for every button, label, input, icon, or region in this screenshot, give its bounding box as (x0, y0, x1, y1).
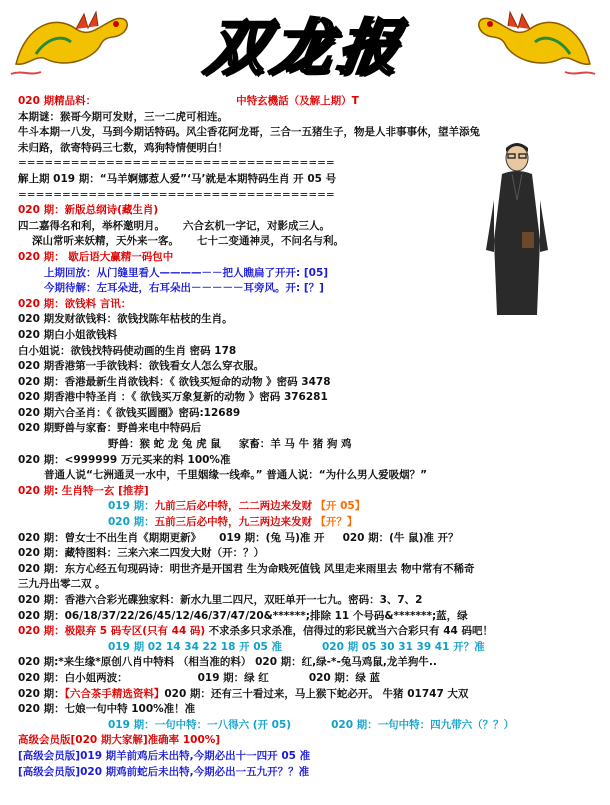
list-item (18, 655, 603, 671)
item-part: 【六合茶手精选资料】 (64, 687, 165, 700)
dragon-left-image (6, 4, 136, 84)
idiom-current (18, 281, 603, 297)
quote-part: 普通人说“七洲通灵一水中，千里姻缘一线牵。” (44, 469, 263, 482)
list-item: 020 期白小姐欲钱料 (18, 328, 118, 341)
item-part: 020 期：还有三十看过来，马上猴下蛇必开。 牛猪 (164, 687, 404, 700)
section-label: 020 期精品料： (18, 95, 97, 107)
idiom-result: [05] (303, 266, 329, 279)
idiom-previous (18, 266, 603, 282)
zodiac-text: 九前三后必中特，二二两边来发财 (154, 500, 313, 513)
list-item: 020 期：藏特图料：三来六来二四发大财（开：？） (18, 547, 265, 560)
item-part: [高级会员版] (18, 749, 81, 762)
quote-part: 普通人说：“为什么男人爱吸烟？” (266, 469, 428, 482)
intro-line (18, 94, 603, 110)
number-line (18, 640, 603, 656)
separator: ==================================== (18, 188, 335, 201)
poem-part: 七十二变通神灵，不问名与利。 (197, 235, 344, 248)
item-part: 020 期:*来生缘*原创八肖中特料 （相当准的料） (18, 656, 252, 669)
riddle-line: 本期谜：猴哥今期可发财，三一二虎可相连。 (18, 110, 228, 123)
list-item: 020 期：七娘一句中特 100%准！准 (18, 703, 196, 716)
separator: ==================================== (18, 157, 335, 170)
item-part: 019 期羊前鸡后未出特,今期必出十一四开 05 准 (80, 749, 311, 762)
list-item: 三九丹出零二双 。 (18, 578, 106, 591)
idiom-result: [？] (303, 282, 324, 295)
list-item: 020 期六合圣肖：《 欲钱买圆圈》密码:12689 (18, 406, 241, 419)
item-part: 019 期：绿 红 (197, 671, 269, 684)
section-subtitle: 中特玄機話（及解上期）T (236, 95, 359, 107)
poem-line (18, 219, 603, 235)
list-item: 020 期：东方心经五句现码诗：明世齐是开国君 生为命贱死值钱 风里走来雨里去 物中常有不稀奇 (18, 562, 475, 575)
member-heading: 高级会员版[020 期大家解]准确率 100%] (18, 734, 221, 747)
zodiac-line (18, 499, 603, 515)
item-part: 020 期：一句中特：四九带六（？？） (331, 718, 515, 731)
item-part: 020 期：红,绿-*-兔马鸡鼠,龙羊狗牛.. (255, 656, 437, 669)
item-part: 019 期：一句中特：一八得六 (开 05) (108, 718, 292, 731)
poem-part: 深山常听来妖精，天外来一客。 (32, 235, 179, 248)
list-item: 020 期发财欲钱料：欲钱找陈年枯枝的生肖。 (18, 313, 233, 326)
animals-line (18, 437, 603, 453)
list-item: 020 期野兽与家畜：野兽来电中特码后 (18, 422, 202, 435)
riddle-text-1: 牛斗本期一八发，马到今期话特码。风尘香花阿龙哥，三合一五猪生子，物是人非事事休，望羊添兔 (18, 126, 480, 139)
list-item (18, 671, 603, 687)
list-item (18, 531, 603, 547)
poem-part: 四二嘉得名和利，举杯邀明月。 (18, 219, 165, 232)
item-part: 020 期：绿 蓝 (308, 671, 381, 684)
item-part: 019 期：(兔 马)准 开 (219, 531, 325, 544)
wild-animals: 野兽：猴 蛇 龙 兔 虎 鼠 (108, 438, 221, 451)
poem-line (18, 234, 603, 250)
money-heading: 020 期：欲钱料 言讯： (18, 297, 132, 310)
item-part: 020 期：曾女士不出生肖《期期更新》 (18, 531, 202, 544)
header (0, 0, 610, 92)
item-part: 020 期：白小姐两波： (18, 671, 128, 684)
list-item: 020 期：香港最新生肖欲钱料：《 欲钱买短命的动物 》密码 3478 (18, 375, 331, 388)
page-title: 双龙报 (201, 13, 409, 83)
member-line (18, 749, 603, 765)
domestic-animals: 家畜：羊 马 牛 猪 狗 鸡 (238, 438, 352, 451)
item-part: 020 期：极限弃 5 码专区(只有 44 码) (18, 625, 206, 638)
list-item: 020 期香港第一手欲钱料：欲钱看女人怎么穿衣服。 (18, 360, 265, 373)
member-line (18, 765, 603, 781)
period-label: 020 期： (108, 516, 155, 529)
quote-line (18, 468, 603, 484)
item-part: 020 期： (18, 687, 65, 700)
item-part: [高级会员版] (18, 765, 81, 778)
previous-answer: 解上期 019 期：“马羊婀娜惹人爱”‘马’就是本期特码生肖 开 05 号 (18, 172, 337, 185)
list-item: 白小姐说：欲钱找特码使动画的生肖 密码 178 (18, 344, 237, 357)
zodiac-text: 五前三后必中特，九三两边来发财 (154, 516, 313, 529)
item-part: 020 期：(牛 鼠)准 开？ (342, 531, 459, 544)
number-line (18, 718, 603, 734)
idiom-heading: 020 期： 歇后语大赢精一码包中 (18, 250, 174, 263)
zodiac-result: 【开 05】 (315, 500, 366, 513)
list-item: 020 期香港中特圣肖 ：《 欲钱买万象复新的动物 》密码 376281 (18, 391, 328, 404)
poem-heading: 020 期：新版总纲诗(藏生肖) (18, 204, 159, 217)
item-part: 020 期 05 30 31 39 41 开？准 (322, 640, 485, 653)
item-part: 不求杀多只求杀准，信得过的彩民就当六合彩只有 44 码吧！ (208, 625, 493, 638)
zodiac-line (18, 515, 603, 531)
riddle-text-2: 未归路，欲寄特码三七数，鸡狗特情便明白！ (18, 141, 228, 154)
list-item: 020 期：06/18/37/22/26/45/12/46/37/47/20&******;排除 11 个号码&*******;蓝，绿 (18, 609, 468, 622)
list-item (18, 624, 603, 640)
dragon-right-image (470, 4, 600, 84)
list-item: 020 期：<999999 万元买来的料 100%准 (18, 453, 231, 466)
zodiac-heading: 020 期: 生肖特一玄 [推荐] (18, 484, 149, 497)
item-part: 019 期 02 14 34 22 18 开 05 准 (108, 640, 282, 653)
list-item (18, 687, 603, 703)
item-part: 01747 大双 (407, 687, 469, 700)
idiom-text: 今期待解：左耳朵进，右耳朵出－－－－－耳旁风。开: (44, 282, 301, 295)
list-item: 020 期：香港六合彩光碟独家料：新水九里二四尺，双旺单开一七九。密码：3、7、2 (18, 594, 423, 606)
poem-part: 六合玄机一字记，对影成三人。 (183, 219, 330, 232)
period-label: 019 期： (108, 500, 155, 513)
content (18, 94, 603, 780)
zodiac-result: 【开？】 (315, 516, 358, 529)
item-part: 020 期鸡前蛇后未出特,今期必出一五九开？？准 (80, 765, 310, 778)
idiom-text: 上期回放：从门缝里看人————－－把人瞧扁了开开: (44, 266, 301, 279)
